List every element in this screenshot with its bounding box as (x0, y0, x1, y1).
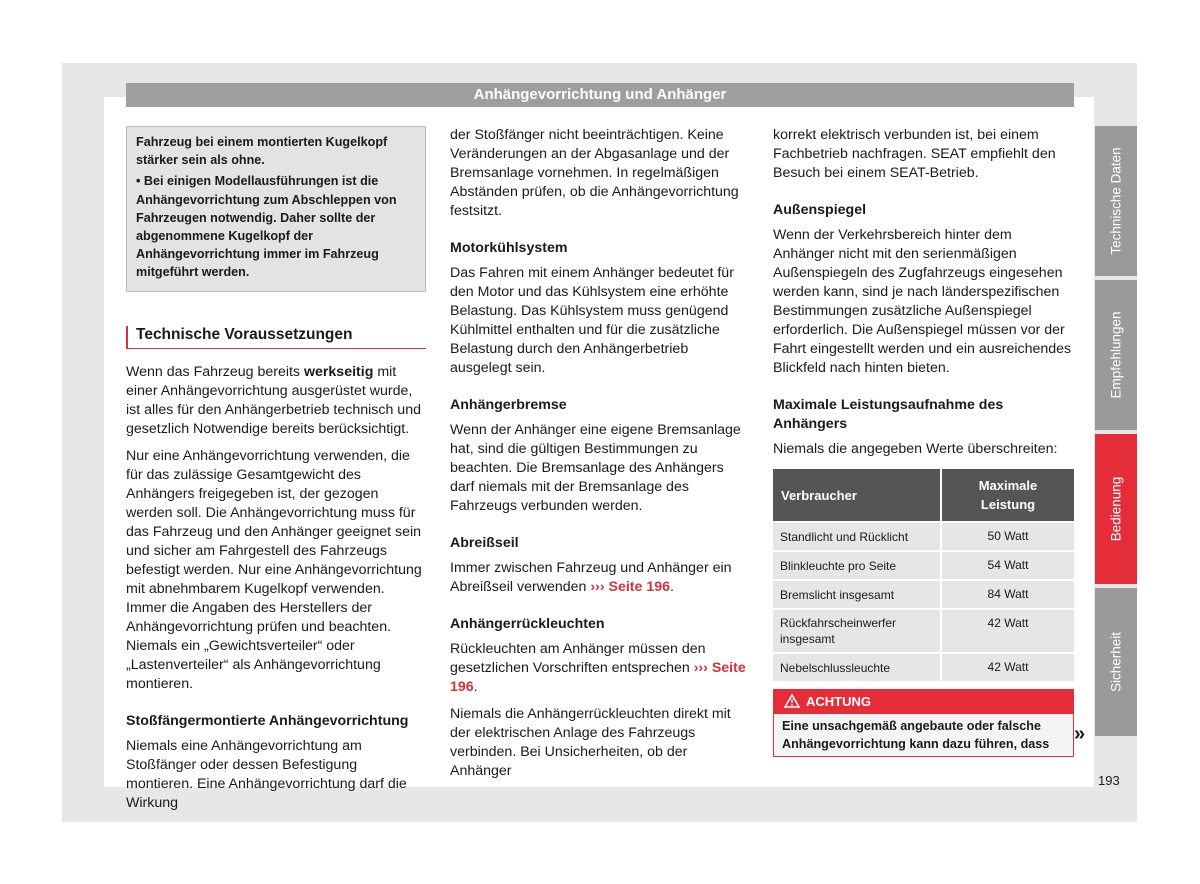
power-table (773, 467, 1074, 683)
column-3 (773, 126, 1075, 757)
paragraph-stossfaenger: Niemals eine Anhängevorrichtung am Stoßfänger oder dessen Befestigung montieren. Eine Anhängevorrichtung darf die Wirkung (126, 737, 407, 811)
table-cell: Standlicht und Rücklicht (773, 523, 940, 550)
warning-triangle-icon (784, 694, 800, 708)
paragraph-anhaengevorrichtung: Nur eine Anhängevorrichtung verwenden, die für das zulässige Gesamtgewicht des Anhängers freigegeben ist, der gezogen werden soll. Die Anhängevorrichtung muss für das Fahrzeug und den Anhänger geeignet sein und sicher am Fahrgestell des Fahrzeugs befestigt werden. Nur eine Anhängevorrichtung mit abnehmbarem Kugelkopf verwenden. Immer die Angaben des Herstellers der Anhängevorrichtung prüfen und beachten. Niemals ein „Gewichtsverteiler“ oder „Lastenverteiler“ als Anhängevorrichtung montieren. (126, 447, 422, 692)
table-cell: Blinkleuchte pro Seite (773, 552, 940, 579)
emphasis-werkseitig: werkseitig (303, 363, 374, 380)
table-row (773, 654, 1074, 681)
note-box (126, 126, 426, 292)
table-cell: Rückfahrscheinwerfer insgesamt (773, 610, 940, 652)
heading-leistungsaufnahme: Maximale Leistungsaufnahme des Anhängers (773, 397, 1004, 432)
note-line-2: • Bei einigen Modellausführungen ist die Anhängevorrichtung zum Abschleppen von Fahrzeugen notwendig. Daher sollte der abgenommene Kugelkopf der Anhängevorrichtung immer im Fahrzeug mitgeführt werden. (136, 174, 397, 280)
page-number: 193 (1098, 773, 1120, 788)
link-seite-196-rueck[interactable]: ››› Seite 196 (450, 660, 746, 695)
paragraph-abreissseil: Immer zwischen Fahrzeug und Anhänger ein Abreißseil verwenden ››› Seite 196. (450, 560, 732, 595)
table-cell: 84 Watt (940, 581, 1074, 608)
paragraph-aussenspiegel: Wenn der Verkehrsbereich hinter dem Anhänger nicht mit den serienmäßigen Außenspiegeln des Zugfahrzeugs eingesehen werden kann, sind je nach länderspezifischen Bestimmungen zusätzliche Außenspiegel erforderlich. Die Außenspiegel müssen vor der Fahrt eingestellt werden und ein ausreichendes Blickfeld nach hinten bieten. (773, 227, 1072, 376)
warning-header (774, 690, 1073, 714)
paragraph-werkseitig: Wenn das Fahrzeug bereits werkseitig mit einer Anhängevorrichtung ausgerüstet wurde, ist alles für den Anhängerbetrieb technisch und gesetzlich Notwendige bereits berücksichtigt. (126, 363, 421, 437)
paragraph-rueckleuchten-2: Niemals die Anhängerrückleuchten direkt mit der elektrischen Anlage des Fahrzeugs verbinden. Bei Unsicherheiten, ob der Anhänger (450, 706, 731, 779)
table-cell: Nebelschlussleuchte (773, 654, 940, 681)
tab-technische-daten[interactable]: Technische Daten (1095, 126, 1137, 276)
table-row (773, 610, 1074, 652)
table-row (773, 552, 1074, 579)
table-cell: 42 Watt (940, 654, 1074, 681)
link-seite-196[interactable]: ››› Seite 196 (590, 579, 671, 595)
table-cell: 50 Watt (940, 523, 1074, 550)
table-row (773, 581, 1074, 608)
note-line-1: Fahrzeug bei einem montierten Kugelkopf stärker sein als ohne. (136, 135, 388, 168)
warning-title: ACHTUNG (806, 694, 871, 709)
warning-text: Eine unsachgemäß angebaute oder falsche Anhängevorrichtung kann dazu führen, dass (774, 714, 1073, 756)
table-cell: Bremslicht insgesamt (773, 581, 940, 608)
table-header-leistung: Maximale Leistung (940, 469, 1074, 521)
chapter-header: Anhängevorrichtung und Anhänger (126, 83, 1074, 107)
heading-anhaengerbremse: Anhängerbremse (450, 397, 567, 413)
paragraph-motorkuehlsystem: Das Fahren mit einem Anhänger bedeutet für den Motor und das Kühlsystem eine erhöhte Belastung. Das Kühlsystem muss genügend Kühlmittel enthalten und für die zusätzliche Belastung durch den Anhängerbetrieb ausgelegt sein. (450, 265, 734, 376)
heading-motorkuehlsystem: Motorkühlsystem (450, 240, 568, 256)
column-1 (126, 126, 426, 821)
warning-box (773, 689, 1074, 757)
tab-sicherheit[interactable]: Sicherheit (1095, 588, 1137, 736)
table-header-verbraucher: Verbraucher (773, 469, 940, 521)
heading-stossfaenger: Stoßfängermontierte Anhängevorrichtung (126, 712, 409, 729)
continue-arrow-icon: » (1074, 723, 1086, 745)
heading-rueckleuchten: Anhängerrückleuchten (450, 616, 605, 632)
column-2 (450, 126, 750, 789)
paragraph-leistungsaufnahme: Niemals die angegeben Werte überschreiten: (773, 441, 1058, 457)
table-cell: 42 Watt (940, 610, 1074, 652)
paragraph-rueckleuchten: Rückleuchten am Anhänger müssen den gesetzlichen Vorschriften entsprechen ››› Seite 196. (450, 641, 746, 695)
tab-bedienung[interactable]: Bedienung (1095, 434, 1137, 584)
heading-abreissseil: Abreißseil (450, 535, 519, 551)
table-cell: 54 Watt (940, 552, 1074, 579)
section-title: Technische Voraussetzungen (126, 326, 426, 349)
paragraph-continued-3: korrekt elektrisch verbunden ist, bei einem Fachbetrieb nachfragen. SEAT empfiehlt den Besuch bei einem SEAT-Betrieb. (773, 127, 1056, 181)
table-header-row (773, 469, 1074, 521)
table-row (773, 523, 1074, 550)
heading-aussenspiegel: Außenspiegel (773, 202, 867, 218)
tab-empfehlungen[interactable]: Empfehlungen (1095, 280, 1137, 430)
paragraph-continued: der Stoßfänger nicht beeinträchtigen. Keine Veränderungen an der Abgasanlage und der Bremsanlage vornehmen. In regelmäßigen Abständen prüfen, ob die Anhängevorrichtung festsitzt. (450, 127, 739, 219)
paragraph-anhaengerbremse: Wenn der Anhänger eine eigene Bremsanlage hat, sind die gültigen Bestimmungen zu beachten. Die Bremsanlage des Anhängers darf niemals mit der Bremsanlage des Fahrzeugs verbunden werden. (450, 422, 741, 514)
